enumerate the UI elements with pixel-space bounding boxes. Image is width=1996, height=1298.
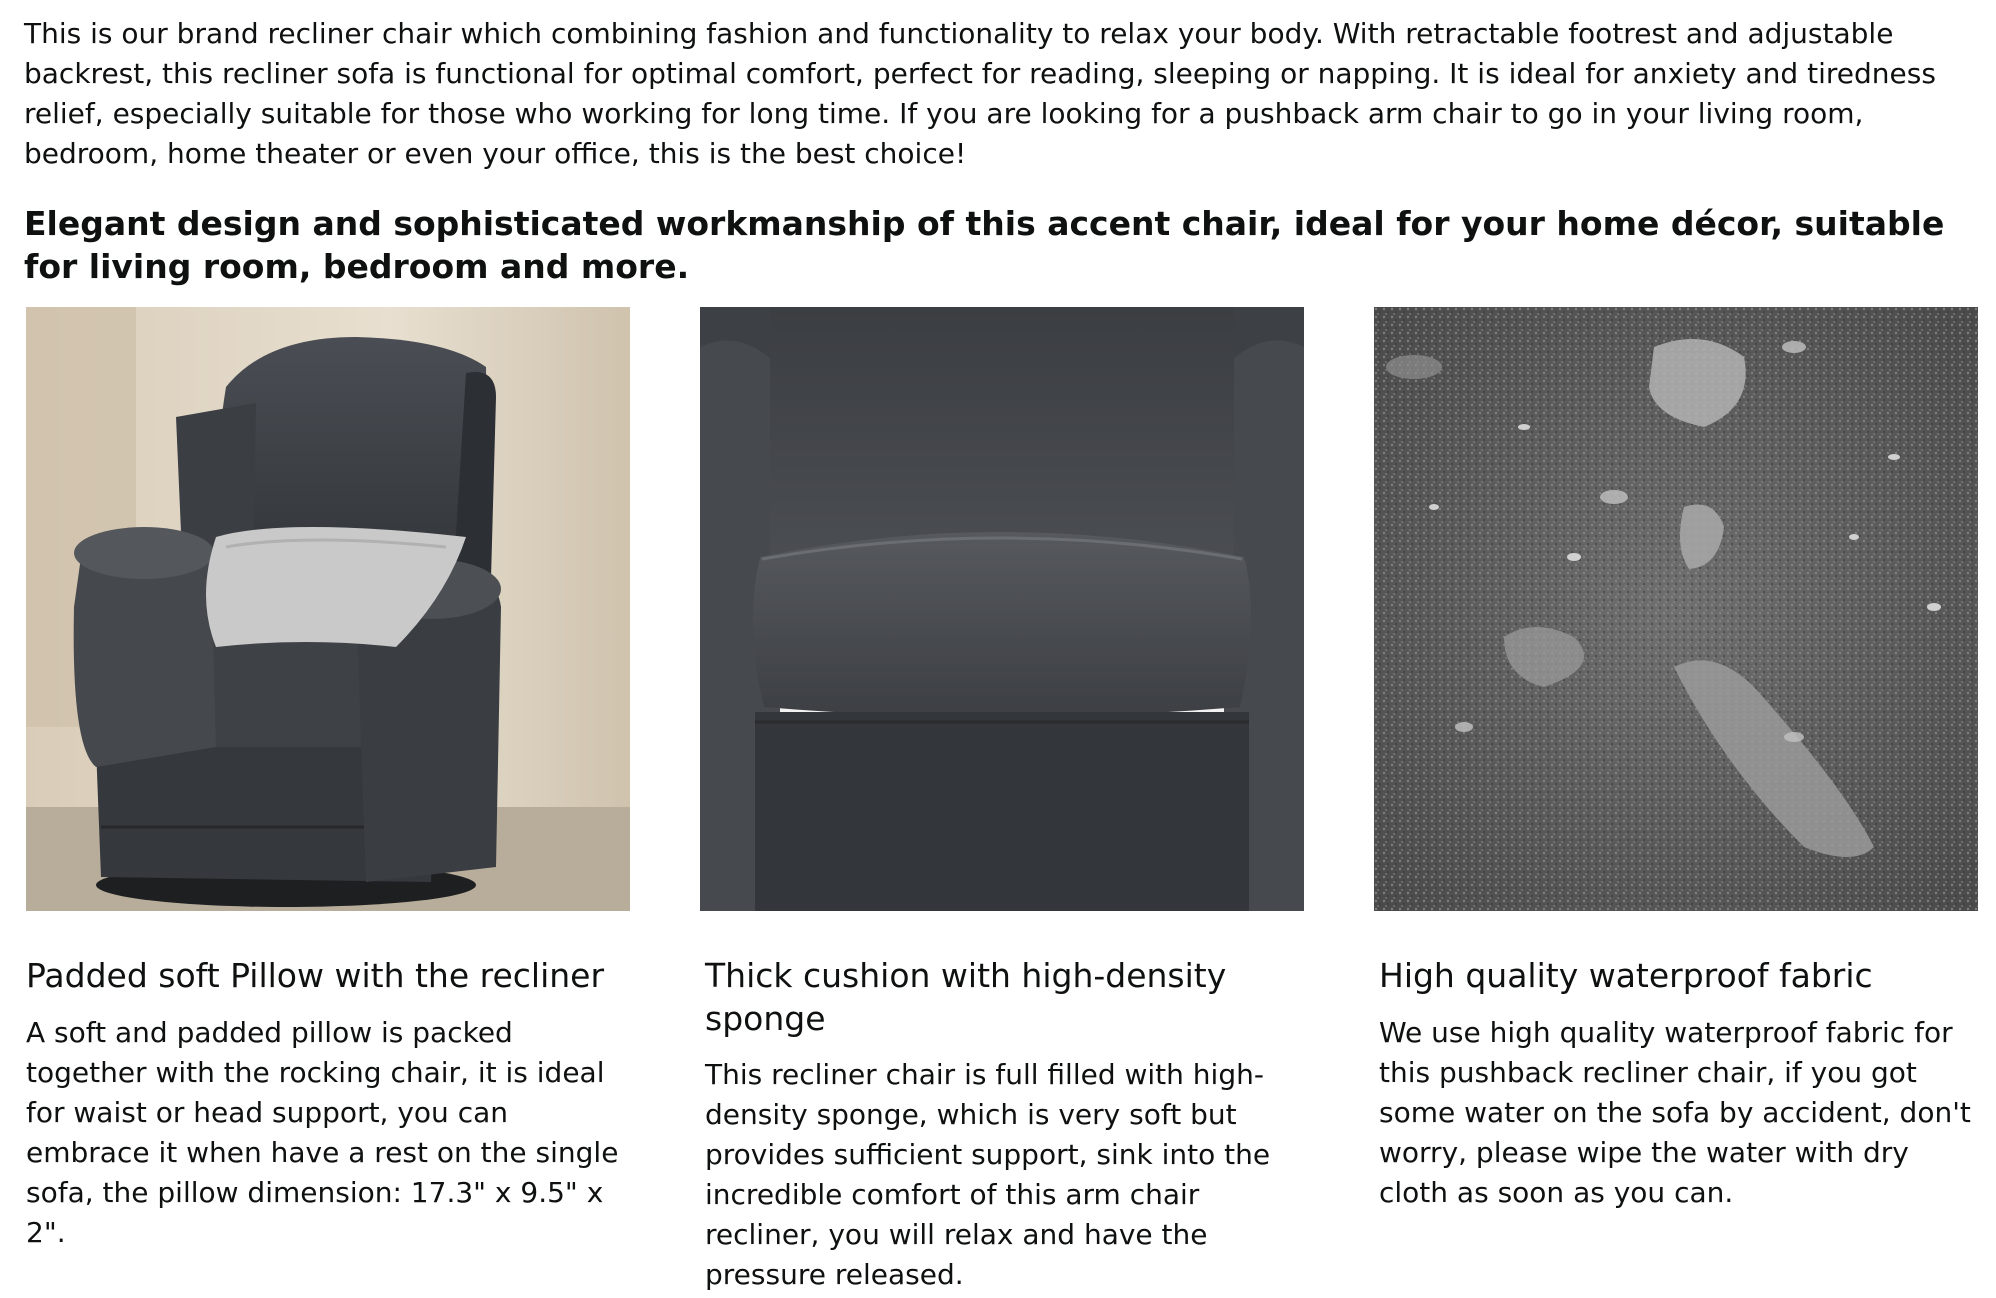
feature-title-fabric: High quality waterproof fabric xyxy=(1379,956,1873,995)
feature-title-cushion: Thick cushion with high-density sponge xyxy=(705,956,1227,1038)
feature-body-cushion: This recliner chair is full filled with high-density sponge, which is very soft but provides sufficient support, sink into the incredible comfort of this arm chair recliner, you will relax and have the pressure released. xyxy=(705,1058,1271,1291)
seat-cushion-closeup-image xyxy=(700,307,1304,911)
section-headline: Elegant design and sophisticated workmanship of this accent chair, ideal for your home décor, suitable for living room, bedroom and more. xyxy=(24,204,1945,286)
recliner-with-pillow-image xyxy=(26,307,630,911)
waterproof-fabric-image xyxy=(1374,307,1978,911)
intro-paragraph: This is our brand recliner chair which combining fashion and functionality to relax your body. With retractable footrest and adjustable backrest, this recliner sofa is functional for optimal comfort, perfect for reading, sleeping or napping. It is ideal for anxiety and tiredness relief, especially suitable for those who working for long time. If you are looking for a pushback arm chair to go in your living room, bedroom, home theater or even your office, this is the best choice! xyxy=(24,17,1936,170)
feature-body-pillow: A soft and padded pillow is packed together with the rocking chair, it is ideal for waist or head support, you can embrace it when have a rest on the single sofa, the pillow dimension: 17.3" x 9.5" x 2". xyxy=(26,1016,619,1249)
feature-body-fabric: We use high quality waterproof fabric for this pushback recliner chair, if you got some water on the sofa by accident, don't worry, please wipe the water with dry cloth as soon as you can. xyxy=(1379,1016,1971,1209)
feature-title-pillow: Padded soft Pillow with the recliner xyxy=(26,956,605,995)
